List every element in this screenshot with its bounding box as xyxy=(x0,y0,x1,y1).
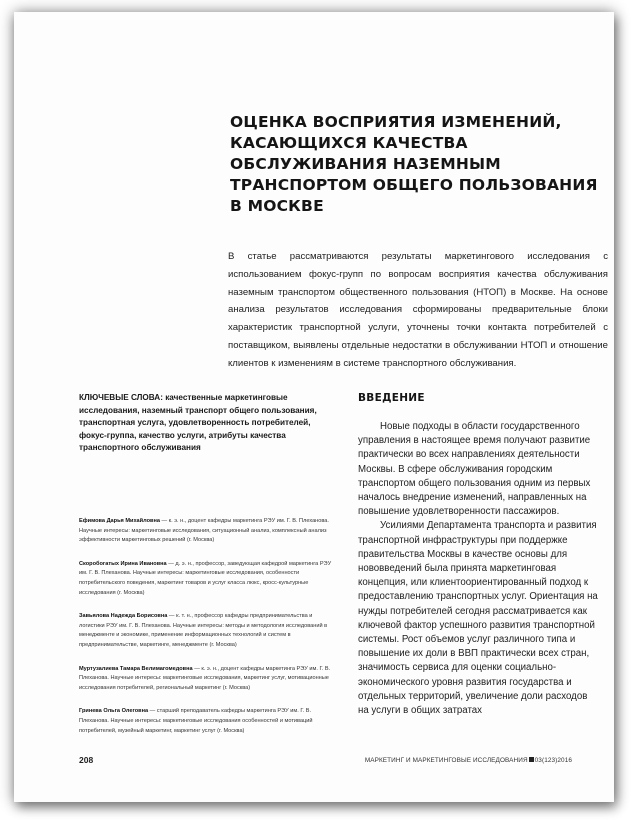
square-separator-icon xyxy=(529,757,534,762)
author-name: Завьялова Надежда Борисовна xyxy=(79,613,168,620)
author-info: — к. т. н., профессор кафедры предпринимательства и логистики РЭУ им. Г. В. Плеханова. Научные интересы: методы и методология исследований в менеджменте и экономике, применение информационных технологий и систем в предпринимательстве, маркетинге, менеджменте (г. Москва) xyxy=(79,613,328,648)
author-name: Муртузалиева Тамара Велимагомедовна xyxy=(79,665,193,672)
introduction-body xyxy=(358,420,600,718)
keywords-block xyxy=(79,392,334,455)
journal-name: МАРКЕТИНГ И МАРКЕТИНГОВЫЕ ИССЛЕДОВАНИЯ xyxy=(364,757,528,764)
author-info: — д. э. н., профессор, заведующая кафедрой маркетинга РЭУ им. Г. В. Плеханова. Научные интересы: маркетинговые исследования, особенности потребительского поведения, маркетинг товаров и услуг класса люкс, кросс-культурные исследования (г. Москва) xyxy=(79,560,332,596)
journal-issue: 03(123)2016 xyxy=(534,757,572,764)
author-info: — к. э. н., доцент кафедры маркетинга РЭУ им. Г. В. Плеханова. Научные интересы: маркетинговые исследования, маркетинг услуг, мотивационные исследования потребителей, региональный маркетинг (г. Москва) xyxy=(79,665,331,691)
author-name: Скоробогатых Ирина Ивановна xyxy=(79,560,167,567)
authors-list xyxy=(79,517,334,750)
article-title: ОЦЕНКА ВОСПРИЯТИЯ ИЗМЕНЕНИЙ, КАСАЮЩИХСЯ КАЧЕСТВА ОБСЛУЖИВАНИЯ НАЗЕМНЫМ ТРАНСПОРТОМ ОБЩЕГО ПОЛЬЗОВАНИЯ В МОСКВЕ xyxy=(230,113,598,215)
introduction-paragraph: Новые подходы в области государственного управления в настоящее время получают развитие практически во всех направлениях деятельности Москвы. В сфере обслуживания городским транспортом общего пользования одним из первых началось внедрение изменений, направленных на повышение удовлетворенности пассажиров. xyxy=(358,421,591,518)
author-entry xyxy=(79,612,334,650)
journal-page xyxy=(14,12,614,802)
author-entry xyxy=(79,707,334,736)
author-entry xyxy=(79,517,334,546)
keywords-label: КЛЮЧЕВЫЕ СЛОВА: xyxy=(79,393,163,402)
author-name: Ефимова Дарья Михайловна xyxy=(79,518,160,524)
author-info: — к. э. н., доцент кафедры маркетинга РЭУ им. Г. В. Плеханова. Научные интересы: маркетинговые исследования, ситуационный анализ, комплексный анализ эффективности маркетинговых решений (г. Москва) xyxy=(79,518,329,544)
author-info: — старший преподаватель кафедры маркетинга РЭУ им. Г. В. Плеханова. Научные интересы: маркетинговые исследования особенностей и мотиваций потребителей, музейный маркетинг, маркетинг услуг (г. Москва) xyxy=(79,708,313,734)
page-number: 208 xyxy=(79,755,94,765)
author-entry xyxy=(79,665,334,694)
author-name: Гринева Ольга Олеговна xyxy=(79,708,149,715)
author-entry xyxy=(79,560,334,598)
introduction-paragraph: Усилиями Департамента транспорта и развития транспортной инфраструктуры при поддержке правительства Москвы в качестве основы для нововведений была принята маркетинговая концепция, или клиентоориентированный подход к предоставлению транспортных услуг. Ориентация на нужды потребителей сегодня рассматривается как ключевой фактор успешного развития транспортной системы. Рост объемов услуг различного типа и повышение их доли в ВВП практически всех стран, значимость сервиса для оценки социально-экономического уровня развития государства и отдельных территорий, увеличение доли расходов на услуги в общих затратах xyxy=(358,520,598,717)
section-heading-introduction: ВВЕДЕНИЕ xyxy=(358,392,425,404)
keywords-text: качественные маркетинговые исследования, наземный транспорт общего пользования, транспортная услуга, удовлетворенность потребителей, фокус-группа, качество услуги, атрибуты качества транспортного обслуживания xyxy=(79,393,317,453)
journal-footer xyxy=(365,757,572,764)
article-abstract: В статье рассматриваются результаты маркетингового исследования с использованием фокус-групп по вопросам восприятия качества обслуживания наземным транспортом общественного пользования (НТОП) в Москве. На основе анализа результатов исследования сформированы предварительные блоки характеристик транспортной услуги, уточнены точки контакта потребителей с поставщиком, выявлены отдельные недостатки в обслуживании НТОП и отношение клиентов к изменениям в системе транспортного обслуживания. xyxy=(228,251,608,369)
